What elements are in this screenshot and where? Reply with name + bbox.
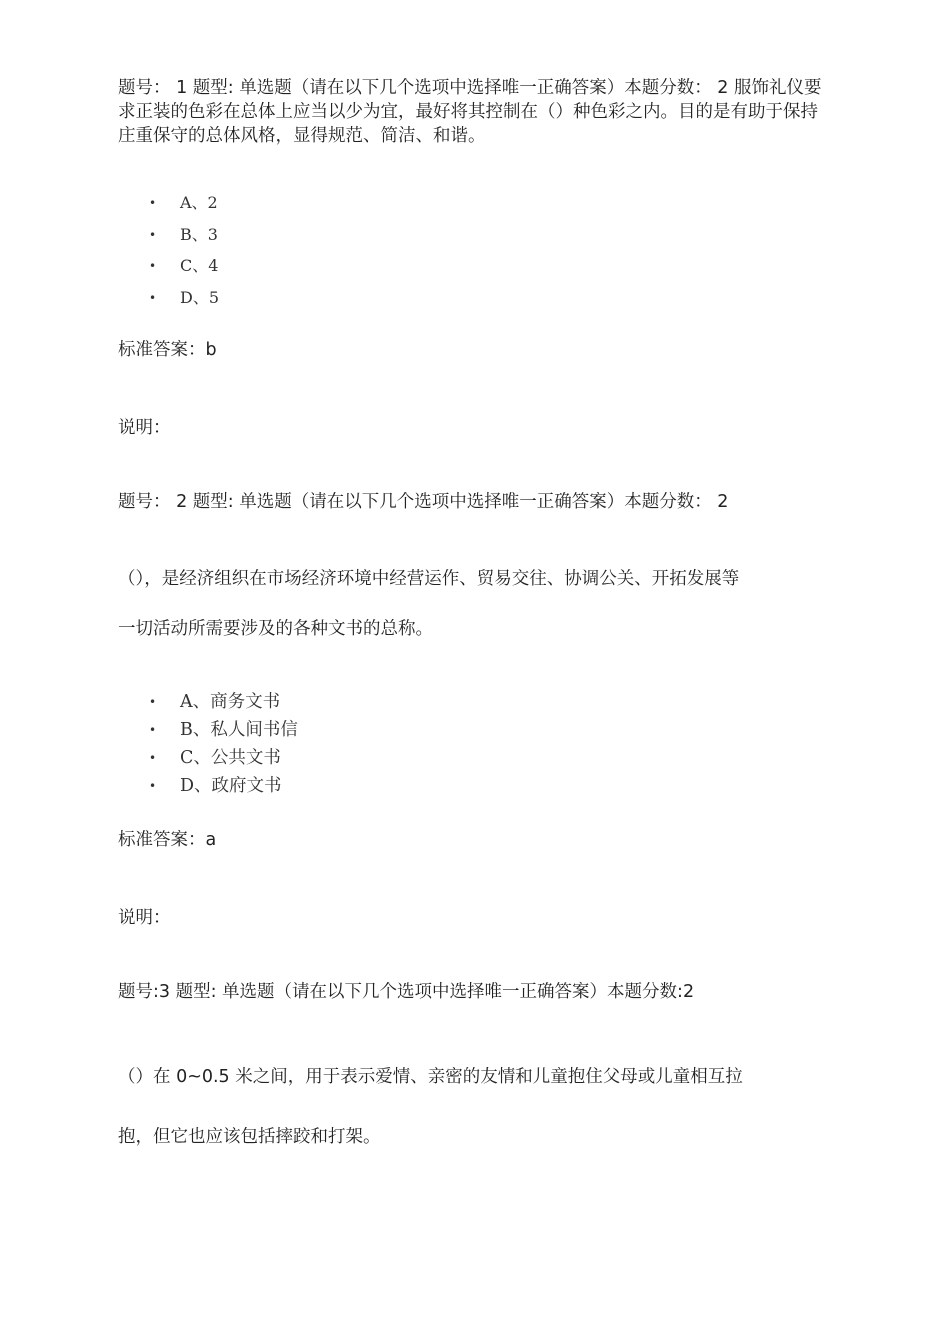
option-d: • D、5 <box>145 288 219 320</box>
question-3-stem-line-1: （）在 0~0.5 米之间，用于表示爱情、亲密的友情和儿童抱住父母或儿童相互拉 <box>118 1067 743 1087</box>
question-2-options <box>145 692 298 804</box>
option-a: • A、2 <box>145 193 219 225</box>
question-2-stem-line-1: （），是经济组织在市场经济环境中经营运作、贸易交往、协调公关、开拓发展等 <box>118 569 740 589</box>
question-1-note: 说明： <box>118 418 171 438</box>
option-b: • B、私人间书信 <box>145 720 298 748</box>
question-1-options <box>145 193 219 319</box>
question-2-stem-line-2: 一切活动所需要涉及的各种文书的总称。 <box>118 619 433 639</box>
question-3-stem-line-2: 抱，但它也应该包括摔跤和打架。 <box>118 1127 381 1147</box>
question-1-answer: 标准答案：b <box>118 340 217 360</box>
option-d: • D、政府文书 <box>145 776 298 804</box>
question-2-header: 题号： 2 题型: 单选题（请在以下几个选项中选择唯一正确答案）本题分数： 2 <box>118 492 729 512</box>
question-1-text: 题号： 1 题型: 单选题（请在以下几个选项中选择唯一正确答案）本题分数： 2 服饰礼仪要求正装的色彩在总体上应当以少为宜，最好将其控制在（）种色彩之内。目的是有助于保持庄重保守的总体风格，显得规范、简洁、和谐。 <box>118 78 822 146</box>
question-3-header: 题号:3 题型: 单选题（请在以下几个选项中选择唯一正确答案）本题分数:2 <box>118 982 695 1002</box>
option-c: • C、4 <box>145 256 219 288</box>
question-2-note: 说明： <box>118 908 171 928</box>
question-2-answer: 标准答案：a <box>118 830 217 850</box>
option-b: • B、3 <box>145 225 219 257</box>
option-c: • C、公共文书 <box>145 748 298 776</box>
option-a: • A、商务文书 <box>145 692 298 720</box>
